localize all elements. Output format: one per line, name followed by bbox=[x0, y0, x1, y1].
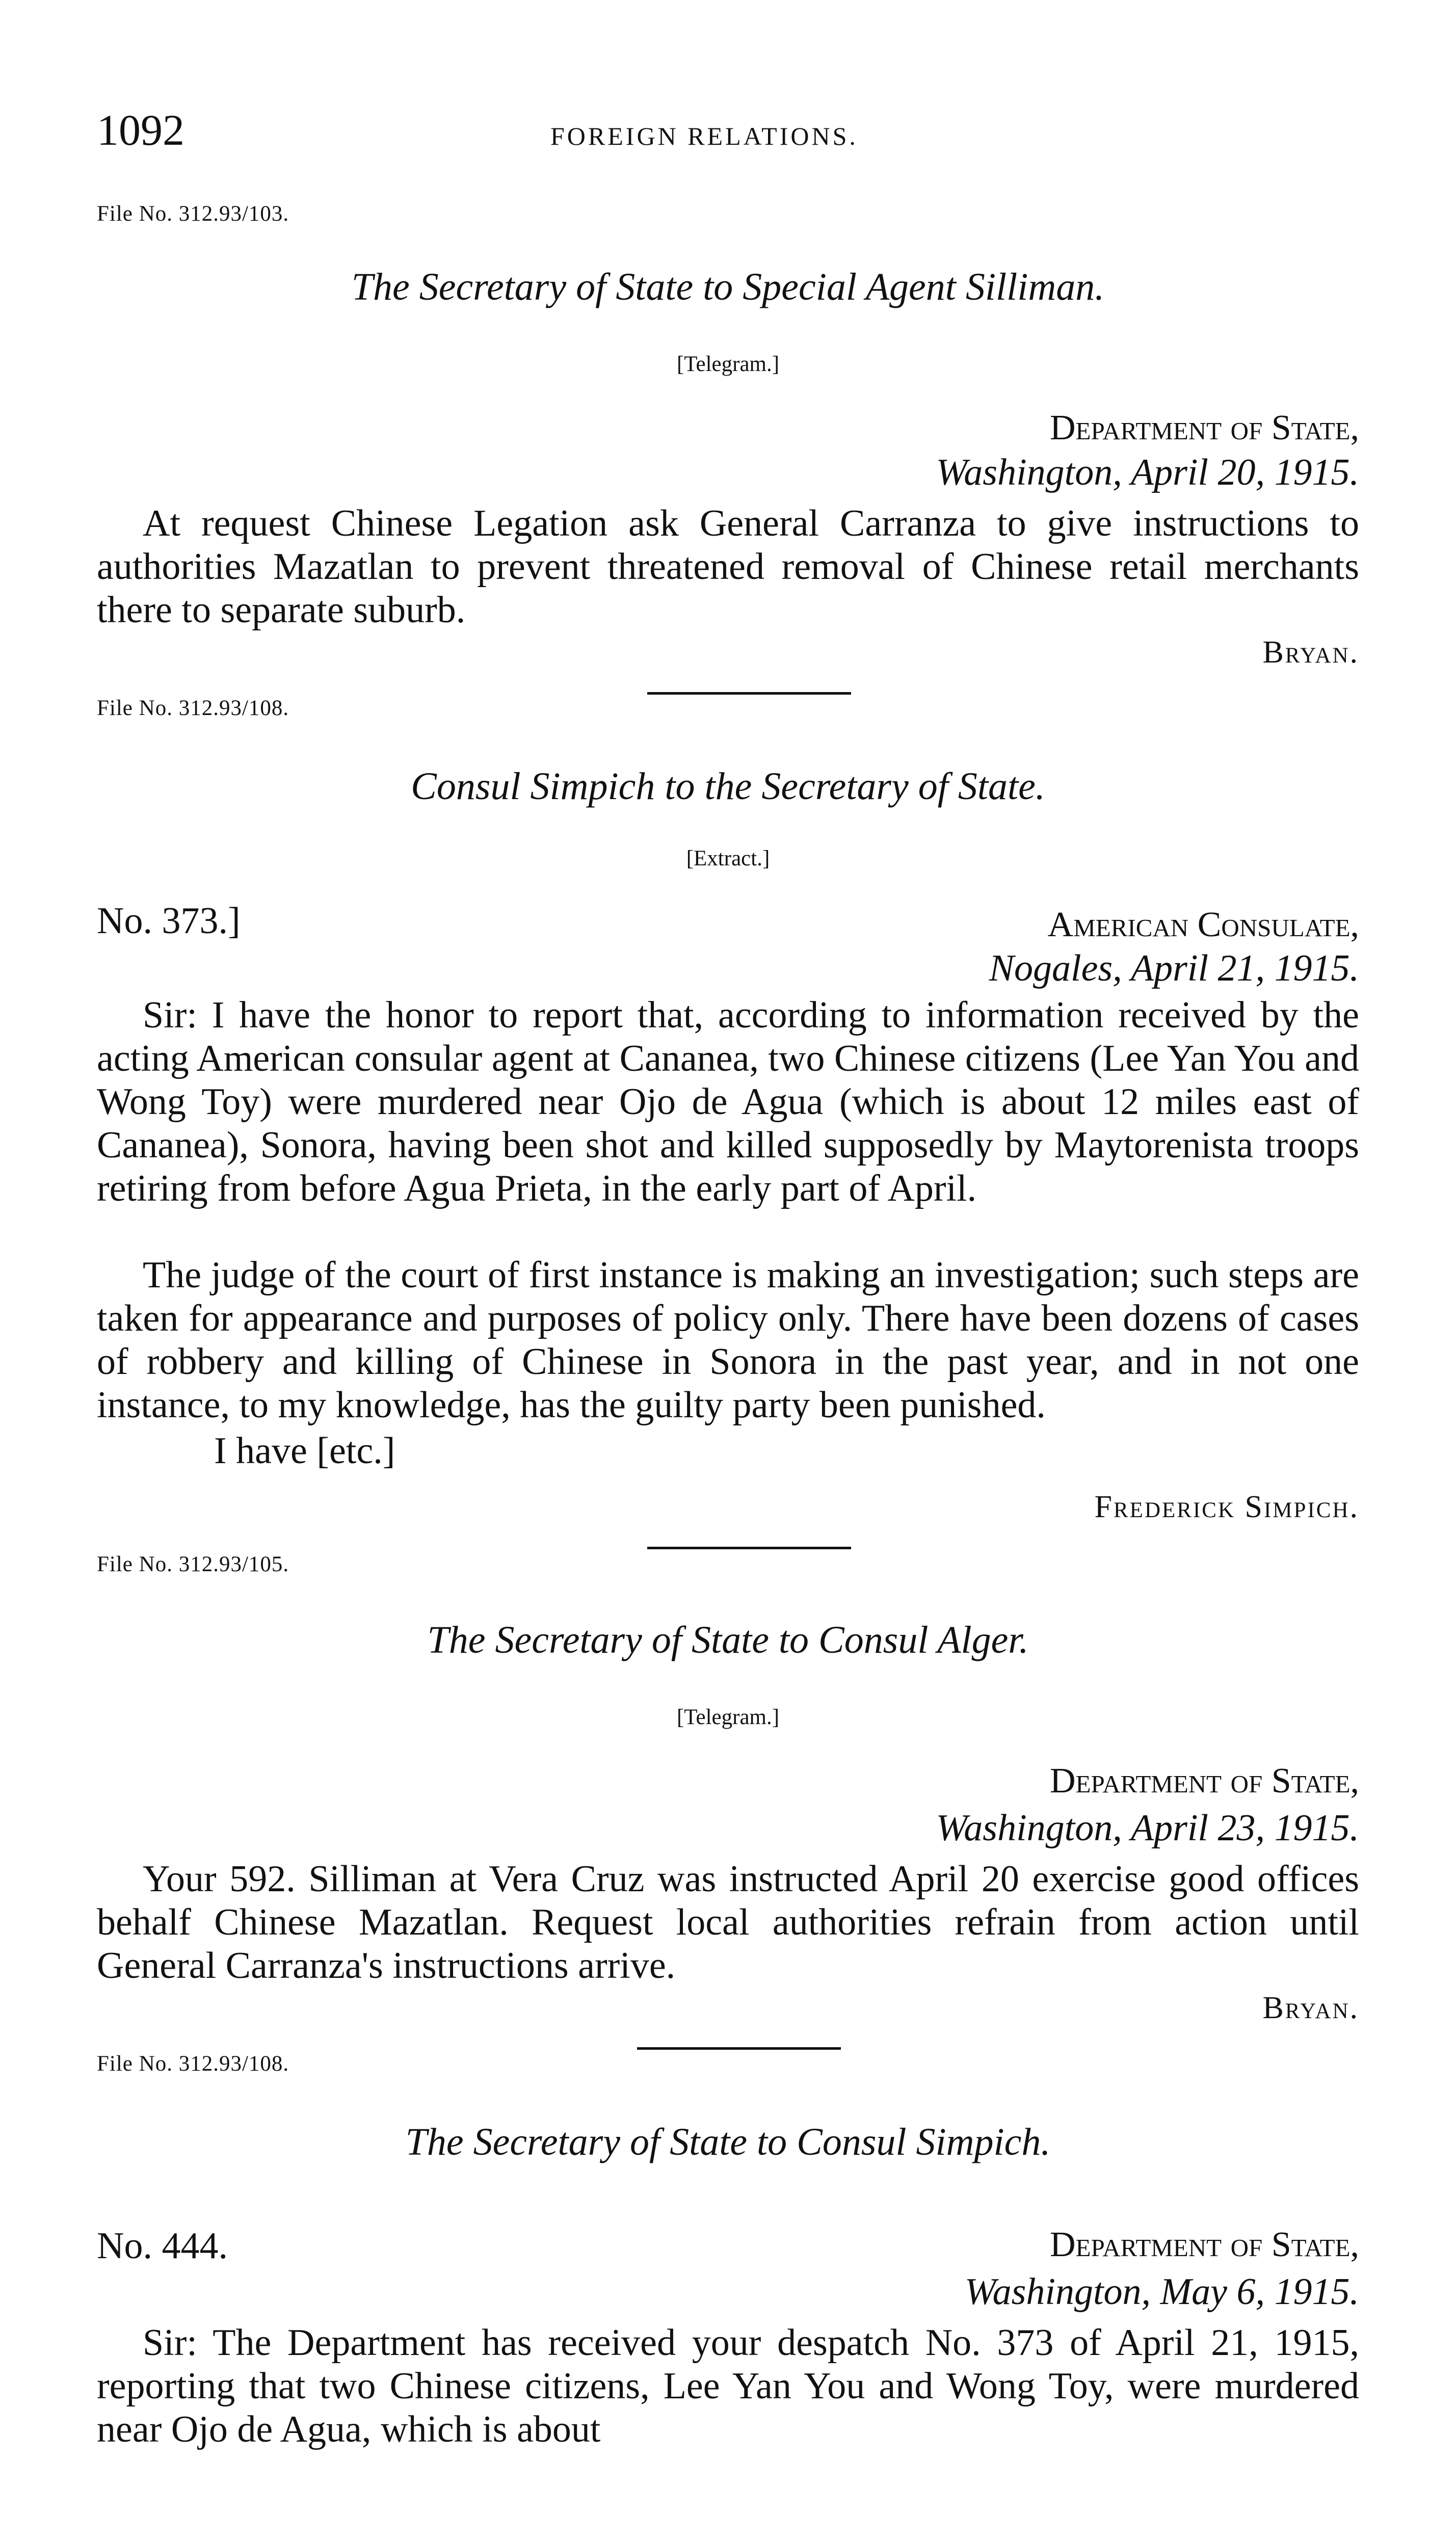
file-number: File No. 312.93/108. bbox=[97, 2052, 289, 2076]
dateline-place: Department of State, bbox=[1049, 2225, 1359, 2264]
document-type-label: [Telegram.] bbox=[676, 1705, 780, 1729]
dateline-date: Nogales, April 21, 1915. bbox=[989, 947, 1359, 989]
dateline-place: Department of State, bbox=[1049, 408, 1359, 447]
file-number: File No. 312.93/103. bbox=[97, 202, 289, 226]
document-heading: The Secretary of State to Consul Alger. bbox=[427, 1619, 1029, 1661]
signature: Frederick Simpich. bbox=[1094, 1490, 1359, 1524]
running-head: FOREIGN RELATIONS. bbox=[550, 122, 858, 150]
dateline-date: Washington, May 6, 1915. bbox=[964, 2271, 1359, 2313]
section-divider bbox=[637, 2047, 841, 2050]
despatch-number: No. 373.] bbox=[97, 900, 241, 942]
body-paragraph: At request Chinese Legation ask General Carranza to give instructions to authorities Mazatlan to prevent threatened removal of Chinese retail merchants there to separate suburb. bbox=[97, 502, 1359, 631]
document-type-label: [Telegram.] bbox=[676, 352, 780, 376]
document-heading: The Secretary of State to Special Agent Silliman. bbox=[351, 266, 1105, 308]
section-divider bbox=[647, 1547, 851, 1549]
closing-line: I have [etc.] bbox=[214, 1430, 395, 1472]
file-number: File No. 312.93/105. bbox=[97, 1552, 289, 1576]
file-number: File No. 312.93/108. bbox=[97, 696, 289, 720]
body-paragraph: Sir: The Department has received your despatch No. 373 of April 21, 1915, reporting that two Chinese citizens, Lee Yan You and Wong Toy, were murdered near Ojo de Agua, which is about bbox=[97, 2322, 1359, 2450]
document-heading: Consul Simpich to the Secretary of State. bbox=[411, 765, 1045, 808]
dateline-place: American Consulate, bbox=[1047, 905, 1359, 944]
signature: Bryan. bbox=[1262, 635, 1359, 670]
document-type-label: [Extract.] bbox=[686, 846, 770, 870]
dateline-date: Washington, April 20, 1915. bbox=[936, 452, 1359, 493]
page-number: 1092 bbox=[97, 105, 184, 154]
despatch-number: No. 444. bbox=[97, 2225, 228, 2267]
dateline-place: Department of State, bbox=[1049, 1761, 1359, 1801]
section-divider bbox=[647, 692, 851, 695]
signature: Bryan. bbox=[1262, 1991, 1359, 2025]
body-paragraph: The judge of the court of first instance is making an investigation; such steps are taken for appearance and purposes of policy only. There have been dozens of cases of robbery and killing of Chinese in Sonora in the past year, and in not one instance, to my knowledge, has the guilty party been punished. bbox=[97, 1254, 1359, 1426]
body-paragraph: Sir: I have the honor to report that, according to information received by the acting American consular agent at Cananea, two Chinese citizens (Lee Yan You and Wong Toy) were murdered near Ojo de Agua (which is about 12 miles east of Cananea), Sonora, having been shot and killed supposedly by Maytorenista troops retiring from before Agua Prieta, in the early part of April. bbox=[97, 994, 1359, 1209]
document-heading: The Secretary of State to Consul Simpich. bbox=[405, 2121, 1051, 2163]
dateline-date: Washington, April 23, 1915. bbox=[936, 1807, 1359, 1849]
body-paragraph: Your 592. Silliman at Vera Cruz was instructed April 20 exercise good offices behalf Chinese Mazatlan. Request local authorities refrain from action until General Carranza's instructions arrive. bbox=[97, 1858, 1359, 1987]
